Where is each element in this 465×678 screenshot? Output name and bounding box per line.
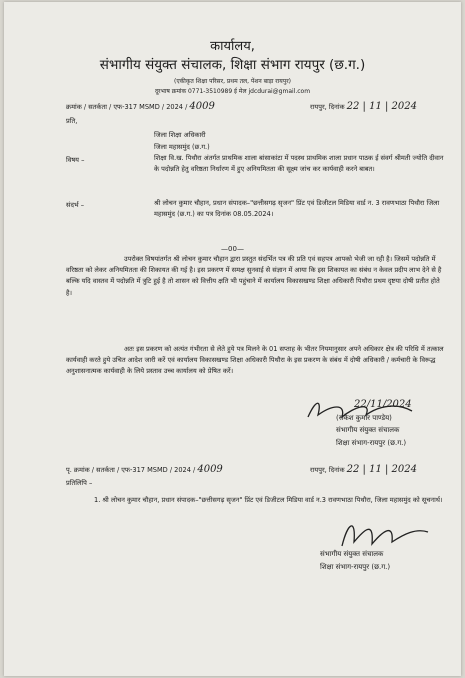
signature-1-date: 22/11/2024	[354, 399, 412, 410]
office-heading: कार्यालय,	[210, 39, 255, 54]
date-label: रायपुर, दिनांक	[310, 103, 345, 111]
copy-reference-number	[66, 464, 223, 475]
reference-label: क्रमांक / सतर्कता / एफ-317 MSMD / 2024 /	[66, 103, 188, 111]
signatory-office: शिक्षा संभाग-रायपुर (छ.ग.)	[336, 439, 407, 447]
reference-number	[66, 101, 215, 112]
copy-date-label: रायपुर, दिनांक	[310, 466, 345, 474]
copy-recipient-item: 1. श्री लोचन कुमार चौहान, प्रधान संपादक–"छत्तीसगढ़ सृजन" प्रिंट एवं डिजीटल मिडिया वार्ड न.3 रावणभाठा पिथौरा, जिला महासमुंद को सूचनार्थ।	[94, 496, 443, 504]
prati-label: प्रति,	[66, 117, 78, 125]
office-address: (एकीकृत शिक्षा परिसर, प्रथम तल, पेंशन बाड़ा रायपुर)	[173, 78, 291, 85]
signatory-name: (राकेश कुमार पाण्डेय)	[336, 414, 392, 422]
letter-page	[4, 2, 461, 676]
reference-subject-text: श्री लोचन कुमार चौहान, प्रधान संपादक–"छत्तीसगढ़ सृजन" प्रिंट एवं डिजीटल मिडिया वार्ड न. 3 रावणभाठा पिथौरा जिला महासमुंद (छ.ग.) का पत्र दिनांक 08.05.2024।	[154, 199, 440, 219]
addressee-line-2: जिला महासमुंद (छ.ग.)	[154, 143, 210, 151]
addressee-line-1: जिला शिक्षा अधिकारी	[154, 131, 206, 139]
copy-handwritten-date: 22 | 11 | 2024	[346, 464, 417, 475]
subject-label: विषय –	[66, 156, 85, 164]
pratilipi-label: प्रतिलिपि –	[66, 479, 93, 487]
signature-2	[334, 512, 434, 554]
handwritten-date: 22 | 11 | 2024	[346, 101, 417, 112]
paragraph-2: अतः इस प्रकरण को अत्यंत गंभीरता से लेते हुये पत्र मिलने के 01 सप्ताह के भीतर नियमानुसार अपने अधिकार क्षेत्र की परिधि में तत्काल कार्यवाही करते हुये उचित आदेश जारी करें एवं कार्यालय विकासखण्ड शिक्षा अधिकारी पिथौरा के इस प्रकरण के संबंध में दोषी अधिकारी / कर्मचारी के विरूद्ध अनुशासनात्मक कार्यवाही के लिये प्रस्ताव उच्च कार्यालय को प्रेषित करें।	[66, 345, 444, 376]
office-contact: दूरभाष क्रमांक 0771-3510989 ई मेल jdcdurai@gmail.com	[154, 88, 311, 95]
reference-handwritten-number: 4009	[189, 101, 215, 112]
signatory-2-office: शिक्षा संभाग-रायपुर (छ.ग.)	[320, 563, 391, 571]
section-divider: —00—	[221, 245, 244, 253]
signatory-designation: संभागीय संयुक्त संचालक	[336, 426, 400, 434]
copy-reference-date	[310, 464, 417, 475]
copy-reference-label: पृ. क्रमांक / सतर्कता / एफ-317 MSMD / 2024 /	[66, 466, 196, 474]
paragraph-1: उपरोक्त विषयांतर्गत श्री लोचन कुमार चौहान द्वारा प्रस्तुत संदर्भित पत्र की प्रति एवं सहपत्र आपको भेजी जा रही है। जिसमें पदोन्नति में वरिष्ठता को लेकर अनियमितता की शिकायत की गई है। इस प्रकरण में समक्ष सुनवाई से संज्ञान में आया कि इस शिकायत का संबंध न केवल प्रदीप लाभ देने से है बल्कि यदि वास्तव में पदोन्नति में त्रुटि हुई है तो शासन को वित्तीय क्षति भी पहुंचाने में कार्यालय विकासखण्ड शिक्षा अधिकारी पिथौरा प्रथम दृष्टया दोषी प्रतीत होते है।	[66, 255, 442, 297]
signatory-2-designation: संभागीय संयुक्त संचालक	[320, 550, 384, 558]
reference-date	[310, 101, 417, 112]
reference-subject-label: संदर्भ –	[66, 201, 84, 209]
office-title: संभागीय संयुक्त संचालक, शिक्षा संभाग रायपुर (छ.ग.)	[99, 57, 366, 73]
copy-handwritten-number: 4009	[197, 464, 223, 475]
subject-text: शिक्षा वि.ख. पिथौरा अंतर्गत प्राथमिक शाला बांसाकांटा में पदस्थ प्राथमिक शाला प्रधान पाठक ई संवर्ग श्रीमती ज्योति दीवान के पदोन्नति हेतु वरिष्ठता निर्धारण में हुए अनियमितता की सूक्ष्म जांच कर कार्यवाही करने बाबत।	[154, 154, 444, 174]
